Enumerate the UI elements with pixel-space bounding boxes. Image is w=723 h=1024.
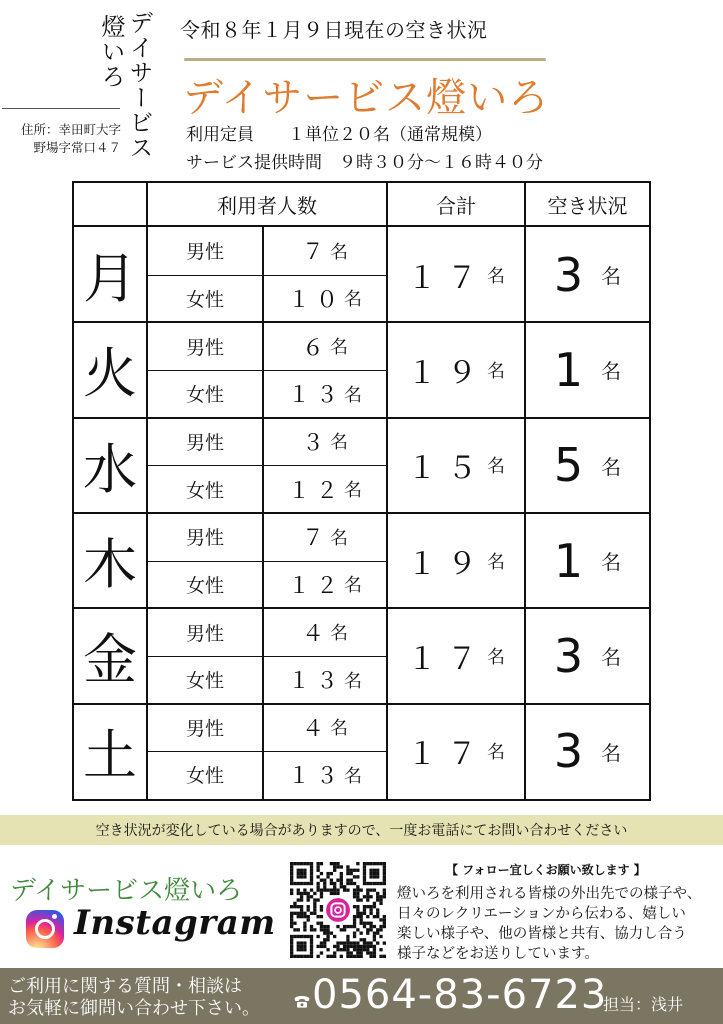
total-count-value: １７: [407, 641, 487, 677]
vertical-brand-line2: 燈いろ: [97, 14, 125, 89]
vacancy-count: [526, 418, 649, 513]
vacancy-count-value: 3: [553, 247, 584, 302]
status-heading: 令和８年１月９日現在の空き状況: [180, 18, 488, 42]
instagram-icon-ring: [35, 919, 55, 939]
male-count: [264, 322, 386, 370]
day-label: 木: [83, 533, 137, 597]
vacancy-count-value: 3: [553, 724, 584, 779]
male-count: [264, 418, 386, 466]
unit: 名: [601, 359, 622, 384]
total-count: [388, 418, 524, 513]
male-label: 男性: [185, 622, 224, 645]
vacancy-count: [526, 227, 649, 322]
notice-bar: [0, 815, 723, 845]
vacancy-count-value: 1: [553, 342, 584, 397]
male-count: [264, 513, 386, 561]
female-count: [264, 751, 386, 799]
female-count-value: １０: [287, 287, 344, 313]
day-label: 土: [83, 723, 137, 787]
total-count-value: １９: [407, 355, 487, 391]
divider: [2, 108, 120, 109]
female-count: [264, 465, 386, 513]
unit: 名: [601, 740, 622, 765]
capacity-info: 利用定員 １単位２０名（通常規模）: [186, 125, 492, 145]
female-count: [264, 275, 386, 323]
male-count: [264, 608, 386, 656]
title-divider: [184, 58, 546, 61]
total-count: [388, 704, 524, 799]
row-subdivider: [148, 751, 386, 752]
total-count: [388, 322, 524, 417]
header-users: 利用者人数: [217, 194, 317, 218]
total-count-value: １７: [407, 737, 487, 773]
male-count: [264, 227, 386, 275]
female-count-value: １２: [287, 478, 344, 504]
male-count-value: ７: [301, 240, 330, 266]
vacancy-count-value: 1: [553, 533, 584, 588]
instagram-wordmark[interactable]: Instagram: [74, 903, 276, 943]
unit: 名: [330, 432, 348, 454]
male-count: [264, 704, 386, 752]
unit: 名: [487, 742, 505, 764]
unit: 名: [344, 670, 362, 692]
male-count-value: ３: [301, 430, 330, 456]
address-line2: 野場字常口４７: [33, 140, 121, 155]
day-label: 金: [83, 628, 137, 692]
row-subdivider: [148, 656, 386, 657]
vacancy-count: [526, 322, 649, 417]
male-label: 男性: [185, 336, 224, 359]
instagram-icon-dot: [52, 914, 57, 919]
vacancy-count-value: 3: [553, 628, 584, 683]
unit: 名: [330, 337, 348, 359]
unit: 名: [601, 645, 622, 670]
female-label: 女性: [185, 670, 224, 693]
male-label: 男性: [185, 527, 224, 550]
vacancy-count: [526, 608, 649, 703]
female-label: 女性: [185, 384, 224, 407]
total-count: [388, 227, 524, 322]
day-label: 火: [83, 342, 137, 406]
unit: 名: [487, 265, 505, 287]
male-count-value: ４: [301, 621, 330, 647]
unit: 名: [344, 765, 362, 787]
total-count: [388, 608, 524, 703]
female-count-value: １３: [287, 669, 344, 695]
total-count-value: １７: [407, 260, 487, 296]
unit: 名: [330, 241, 348, 263]
notice-text: 空き状況が変化している場合がありますので、一度お電話にてお問い合わせください: [95, 823, 628, 839]
message-line: 日々のレクリエーションから伝わる、嬉しい: [397, 906, 686, 922]
row-subdivider: [148, 370, 386, 371]
female-label: 女性: [185, 288, 224, 311]
female-count-value: １３: [287, 764, 344, 790]
unit: 名: [601, 264, 622, 289]
row-subdivider: [148, 561, 386, 562]
female-count: [264, 656, 386, 704]
unit: 名: [330, 623, 348, 644]
service-hours: サービス提供時間 ９時３０分～１６時４０分: [186, 153, 543, 173]
address: [3, 121, 121, 157]
total-count: [388, 513, 524, 608]
unit: 名: [330, 718, 348, 740]
total-count-value: １５: [407, 451, 487, 487]
unit: 名: [487, 551, 505, 573]
unit: 名: [344, 384, 362, 406]
vacancy-count: [526, 704, 649, 799]
follow-heading: 【 フォロー宜しくお願い致します 】: [446, 863, 646, 877]
male-count-value: ４: [301, 716, 330, 742]
unit: 名: [344, 289, 362, 311]
message-line: 楽しい様子や、他の皆様と共有、協力し合う: [397, 926, 687, 942]
unit: 名: [601, 550, 622, 575]
male-label: 男性: [185, 241, 224, 264]
header-total: 合計: [436, 194, 476, 218]
unit: 名: [487, 456, 505, 478]
message-line: 様子などをお送りしています。: [397, 946, 599, 962]
vacancy-count: [526, 513, 649, 608]
male-label: 男性: [185, 717, 224, 740]
female-count-value: １２: [287, 573, 344, 599]
female-label: 女性: [185, 479, 224, 502]
day-label: 月: [83, 247, 137, 311]
inquiry-line2: お気軽に御問い合わせ下さい。: [8, 998, 260, 1019]
day-label: 水: [83, 437, 137, 501]
total-count-value: １９: [407, 546, 487, 582]
contact-person: 担当：浅井: [603, 995, 684, 1014]
phone-icon: [292, 991, 312, 1011]
phone-number[interactable]: 0564-83-6723: [312, 972, 608, 1018]
unit: 名: [487, 646, 505, 668]
vacancy-count-value: 5: [553, 438, 584, 493]
unit: 名: [330, 527, 348, 549]
unit: 名: [487, 360, 505, 382]
unit: 名: [601, 454, 622, 479]
female-count: [264, 370, 386, 418]
unit: 名: [344, 480, 362, 502]
male-count-value: ７: [301, 526, 330, 552]
female-count-value: １３: [287, 383, 344, 409]
female-count: [264, 561, 386, 609]
male-label: 男性: [185, 431, 224, 454]
female-label: 女性: [185, 574, 224, 597]
availability-table: [72, 181, 651, 801]
row-subdivider: [148, 275, 386, 276]
male-count-value: ６: [301, 335, 330, 361]
sns-brand: デイサービス燈いろ: [10, 876, 243, 906]
inquiry-line1: ご利用に関する質問・相談は: [8, 976, 242, 997]
address-line1: 住所：幸田町大字: [20, 122, 121, 137]
vertical-brand-line1: デイサービス: [125, 10, 153, 160]
message-line: 燈いろを利用される皆様の外出先での様子や、: [397, 886, 702, 902]
unit: 名: [344, 575, 362, 597]
female-label: 女性: [185, 765, 224, 788]
header-vacancy: 空き状況: [547, 194, 628, 218]
qr-code-icon[interactable]: [290, 862, 386, 958]
row-subdivider: [148, 465, 386, 466]
brand-title: デイサービス燈いろ: [183, 75, 550, 121]
